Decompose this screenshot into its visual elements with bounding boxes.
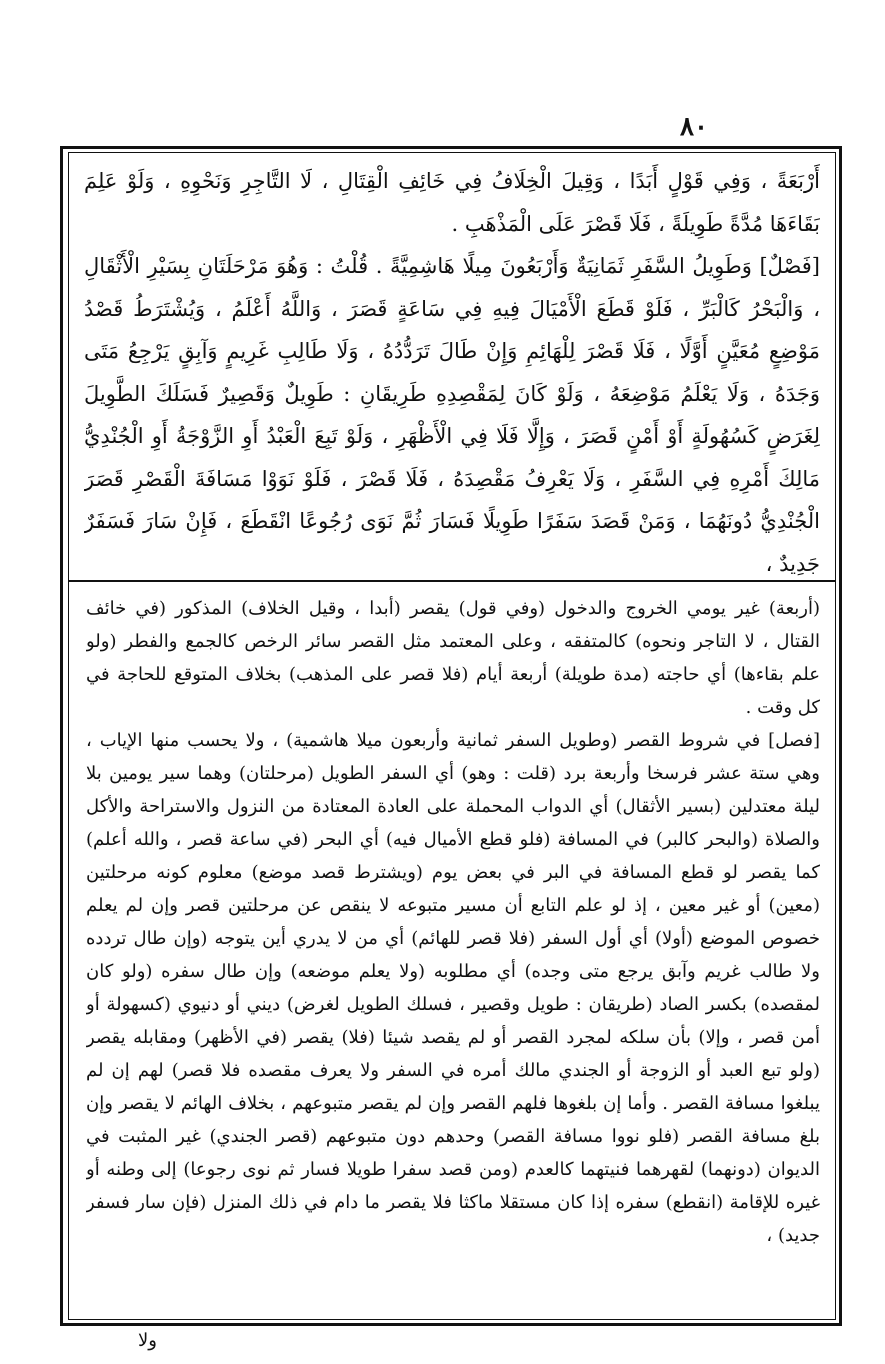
catchword: ولا bbox=[138, 1330, 157, 1351]
matn-text-block bbox=[84, 160, 820, 578]
sharh-paragraph: [فصل] في شروط القصر (وطويل السفر ثمانية وأربعون ميلا هاشمية) ، ولا يحسب منها الإياب ، وهي ستة عشر فرسخا وأربعة برد (قلت : وهو) أي السفر الطويل (مرحلتان) وهما سير يومين بلا ليلة معتدلين (بسير الأثقال) أي الدواب المحملة على العادة المعتادة من النزول والاستراحة والأكل والصلاة (والبحر كالبر) في المسافة (فلو قطع الأميال فيه) أي البحر (في ساعة قصر ، والله أعلم) كما يقصر لو قطع المسافة في البر في بعض يوم (ويشترط قصد موضع) معلوم كونه مرحلتين (معين) أو غير معين ، إذ لو علم التابع أن مسير متبوعه لا ينقص عن مرحلتين قصر وإن لم يعلم خصوص الموضع (أولا) أي أول السفر (فلا قصر للهائم) أي من لا يدري أين يتوجه (وإن طال تردده ولا طالب غريم وآبق يرجع متى وجده) أي مطلوبه (ولا يعلم موضعه) وإن طال سفره (ولو كان لمقصده) بكسر الصاد (طريقان : طويل وقصير ، فسلك الطويل لغرض) ديني أو دنيوي (كسهولة أو أمن قصر ، وإلا) بأن سلكه لمجرد القصر أو لم يقصد شيئا (فلا) يقصر (في الأظهر) ومقابله يقصر (ولو تبع العبد أو الزوجة أو الجندي مالك أمره في السفر ولا يعرف مقصده فلا قصر) لهم إن لم يبلغوا مسافة القصر . وأما إن بلغوها فلهم القصر وإن لم يقصر متبوعهم ، بخلاف الهائم لا يقصر وإن بلغ مسافة القصر (فلو نووا مسافة القصر) وحدهم دون متبوعهم (قصر الجندي) غير المثبت في الديوان (دونهما) لقهرهما فنيتهما كالعدم (ومن قصد سفرا طويلا فسار ثم نوى رجوعا) إلى وطنه أو غيره للإقامة (انقطع) سفره إذا كان مستقلا ماكثا فلا يقصر ما دام في ذلك المنزل (فإن سار فسفر جديد) ، bbox=[86, 730, 820, 1246]
sharh-paragraph: (أربعة) غير يومي الخروج والدخول (وفي قول) يقصر (أبدا ، وقيل الخلاف) المذكور (في خائف القتال ، لا التاجر ونحوه) كالمتفقه ، وعلى المعتمد مثل القصر سائر الرخص كالجمع والفطر (ولو علم بقاءها) أي حاجته (مدة طويلة) أربعة أيام (فلا قصر على المذهب) بخلاف المتوقع للحاجة في كل وقت . bbox=[86, 598, 820, 718]
matn-paragraph: أَرْبَعَةً ، وَفِي قَوْلٍ أَبَدًا ، وَقِيلَ الْخِلَافُ فِي خَائِفِ الْقِتَالِ ، لَا التَّاجِرِ وَنَحْوِهِ ، وَلَوْ عَلِمَ بَقَاءَهَا مُدَّةً طَوِيلَةً ، فَلَا قَصْرَ عَلَى الْمَذْهَبِ . bbox=[84, 169, 820, 236]
page-number: ٨٠ bbox=[680, 112, 708, 142]
sharh-commentary-block bbox=[86, 592, 820, 1314]
section-divider bbox=[68, 580, 836, 582]
matn-paragraph: [فَصْلٌ] وَطَوِيلُ السَّفَرِ ثَمَانِيَةٌ وَأَرْبَعُونَ مِيلًا هَاشِمِيَّةً . قُلْتُ : وَهُوَ مَرْحَلَتَانِ بِسَيْرِ الْأَثْقَالِ ، وَالْبَحْرُ كَالْبَرِّ ، فَلَوْ قَطَعَ الْأَمْيَالَ فِيهِ فِي سَاعَةٍ قَصَرَ ، وَاللَّهُ أَعْلَمُ ، وَيُشْتَرَطُ قَصْدُ مَوْضِعٍ مُعَيَّنٍ أَوَّلًا ، فَلَا قَصْرَ لِلْهَائِمِ وَإِنْ طَالَ تَرَدُّدُهُ ، وَلَا طَالِبِ غَرِيمٍ وَآبِقٍ يَرْجِعُ مَتَى وَجَدَهُ ، وَلَا يَعْلَمُ مَوْضِعَهُ ، وَلَوْ كَانَ لِمَقْصِدِهِ طَرِيقَانِ : طَوِيلٌ وَقَصِيرٌ فَسَلَكَ الطَّوِيلَ لِغَرَضٍ كَسُهُولَةٍ أَوْ أَمْنٍ قَصَرَ ، وَإِلَّا فَلَا فِي الْأَظْهَرِ ، وَلَوْ تَبِعَ الْعَبْدُ أَوِ الزَّوْجَةُ أَوِ الْجُنْدِيُّ مَالِكَ أَمْرِهِ فِي السَّفَرِ ، وَلَا يَعْرِفُ مَقْصِدَهُ ، فَلَا قَصْرَ ، فَلَوْ نَوَوْا مَسَافَةَ الْقَصْرِ قَصَرَ الْجُنْدِيُّ دُونَهُمَا ، وَمَنْ قَصَدَ سَفَرًا طَوِيلًا فَسَارَ ثُمَّ نَوَى رُجُوعًا انْقَطَعَ ، فَإِنْ سَارَ فَسَفَرٌ جَدِيدٌ ، bbox=[84, 254, 820, 576]
